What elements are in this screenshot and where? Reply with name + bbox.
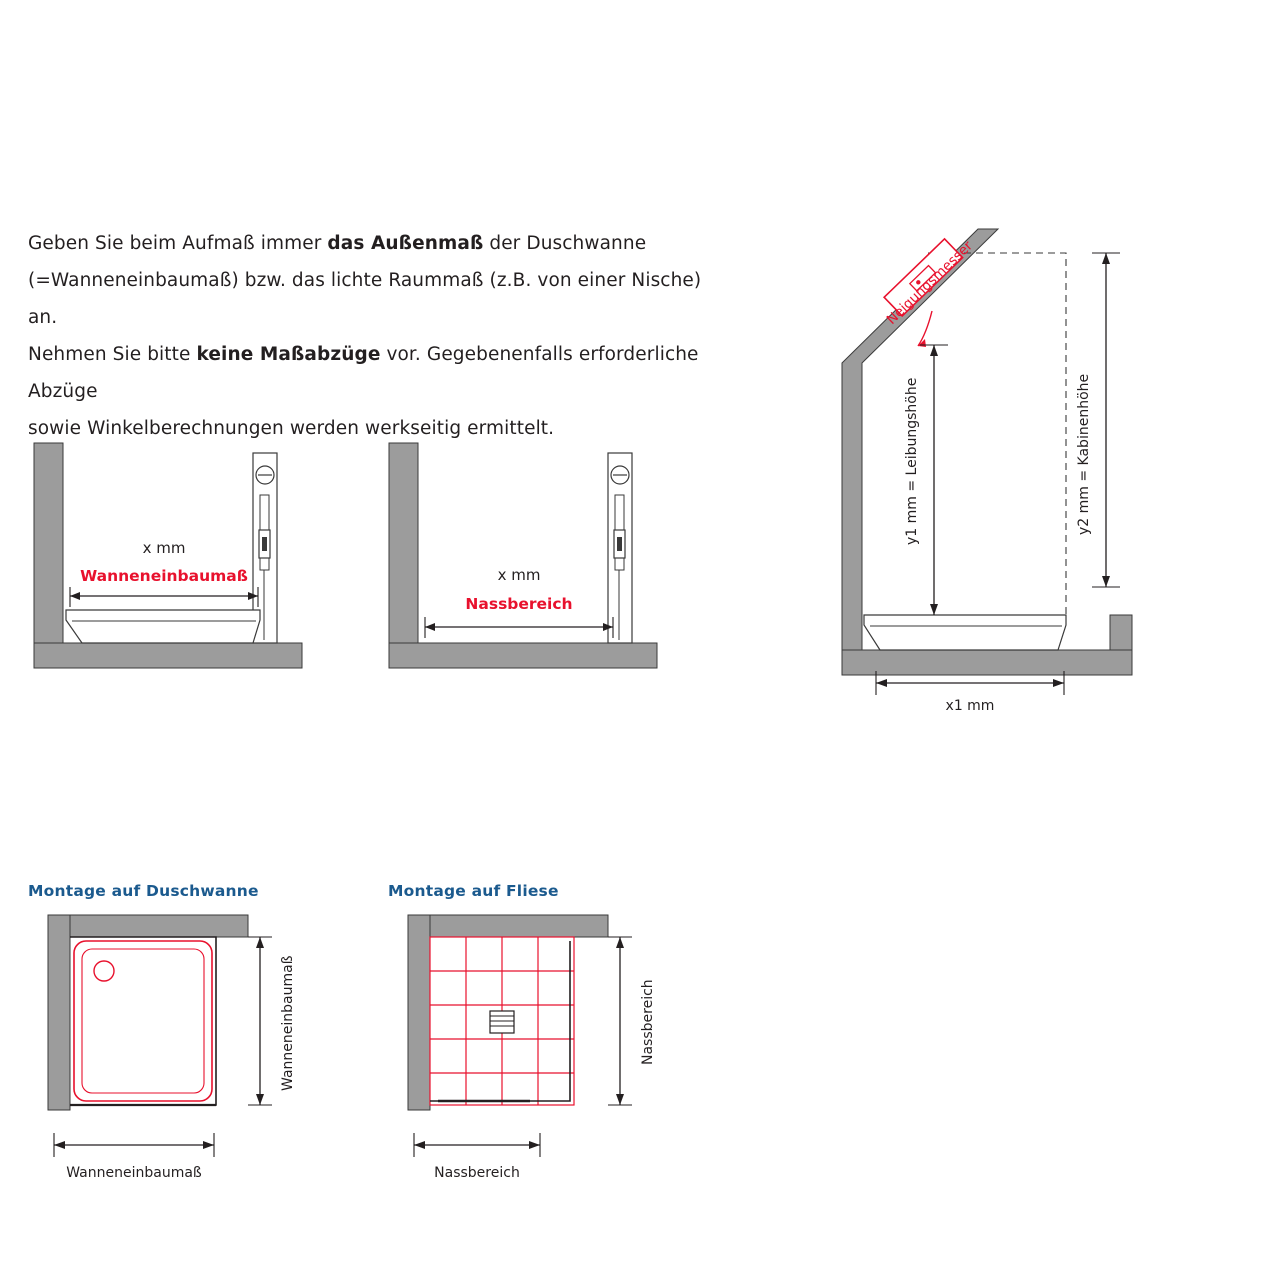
floor [842,650,1132,675]
dimension-vertical [608,937,632,1105]
left-wall [389,443,418,643]
left-wall [408,915,430,1110]
dimension-vertical-label: Nassbereich [640,979,656,1065]
drain-icon [94,961,114,981]
dimension-vertical-label: Wanneneinbaumaß [280,955,296,1091]
heading-montage-duschwanne: Montage auf Duschwanne [28,882,259,900]
dimension-x-label: x mm [497,566,541,584]
figure-mount-on-tray [20,905,340,1205]
dimension-horizontal [414,1133,540,1157]
intro-line-1-bold: das Außenmaß [327,233,484,254]
dimension-horizontal [54,1133,214,1157]
dimension-x-label: x mm [142,539,186,557]
dimension-x-mm [70,587,258,607]
profile-hinge-core [617,537,622,551]
inclinometer-label: Neigungsmesser [883,237,976,328]
intro-line-3-part-a: Nehmen Sie bitte [28,344,197,365]
tray-inner-outline [82,949,204,1093]
intro-line-1-part-a: Geben Sie beim Aufmaß immer [28,233,328,254]
dimension-red-label: Nassbereich [465,595,573,613]
cabin-outline-dashed [928,253,1066,615]
figure-tray-section [20,435,320,680]
left-wall [34,443,63,643]
figure-tile-section [375,435,675,680]
intro-line-1-part-c: der Duschwanne [483,233,647,254]
dimension-horizontal-label: Wanneneinbaumaß [66,1165,202,1181]
top-wall [408,915,608,937]
dimension-x-mm [425,617,613,638]
right-wall [1110,615,1132,650]
heading-montage-fliese: Montage auf Fliese [388,882,559,900]
intro-line-1 [28,225,718,262]
intro-paragraph [28,225,718,447]
left-wall [48,915,70,1110]
dimension-y1 [920,345,948,615]
shower-tray [864,615,1066,650]
dimension-vertical [248,937,272,1105]
intro-line-3-part-c: vor. Gegebenenfalls erforderliche Abzüge [28,344,699,402]
cabin-footprint [70,937,216,1105]
dimension-horizontal-label: Nassbereich [434,1165,520,1181]
intro-line-3-bold: keine Maßabzüge [196,344,381,365]
tray-outline [74,941,212,1101]
dimension-x1-label: x1 mm [945,698,995,714]
top-wall [48,915,248,937]
dimension-y2-label: y2 mm = Kabinenhöhe [1076,373,1092,535]
intro-line-2: (=Wanneneinbaumaß) bzw. das lichte Raummaß (z.B. von einer Nische) an. [28,270,702,328]
floor-drain-icon [490,1011,514,1033]
figure-mount-on-tile [380,905,700,1205]
floor [389,643,657,668]
dimension-y2 [1092,253,1120,587]
figure-slope-heights [820,215,1160,725]
intro-line-3 [28,336,718,410]
dimension-y1-label: y1 mm = Leibungshöhe [904,377,920,545]
dimension-red-label: Wanneneinbaumaß [80,567,248,585]
intro-line-4: sowie Winkelberechnungen werden werkseitig ermittelt. [28,418,555,439]
floor [34,643,302,668]
profile-hinge-core [262,537,267,551]
shower-tray [66,610,260,643]
